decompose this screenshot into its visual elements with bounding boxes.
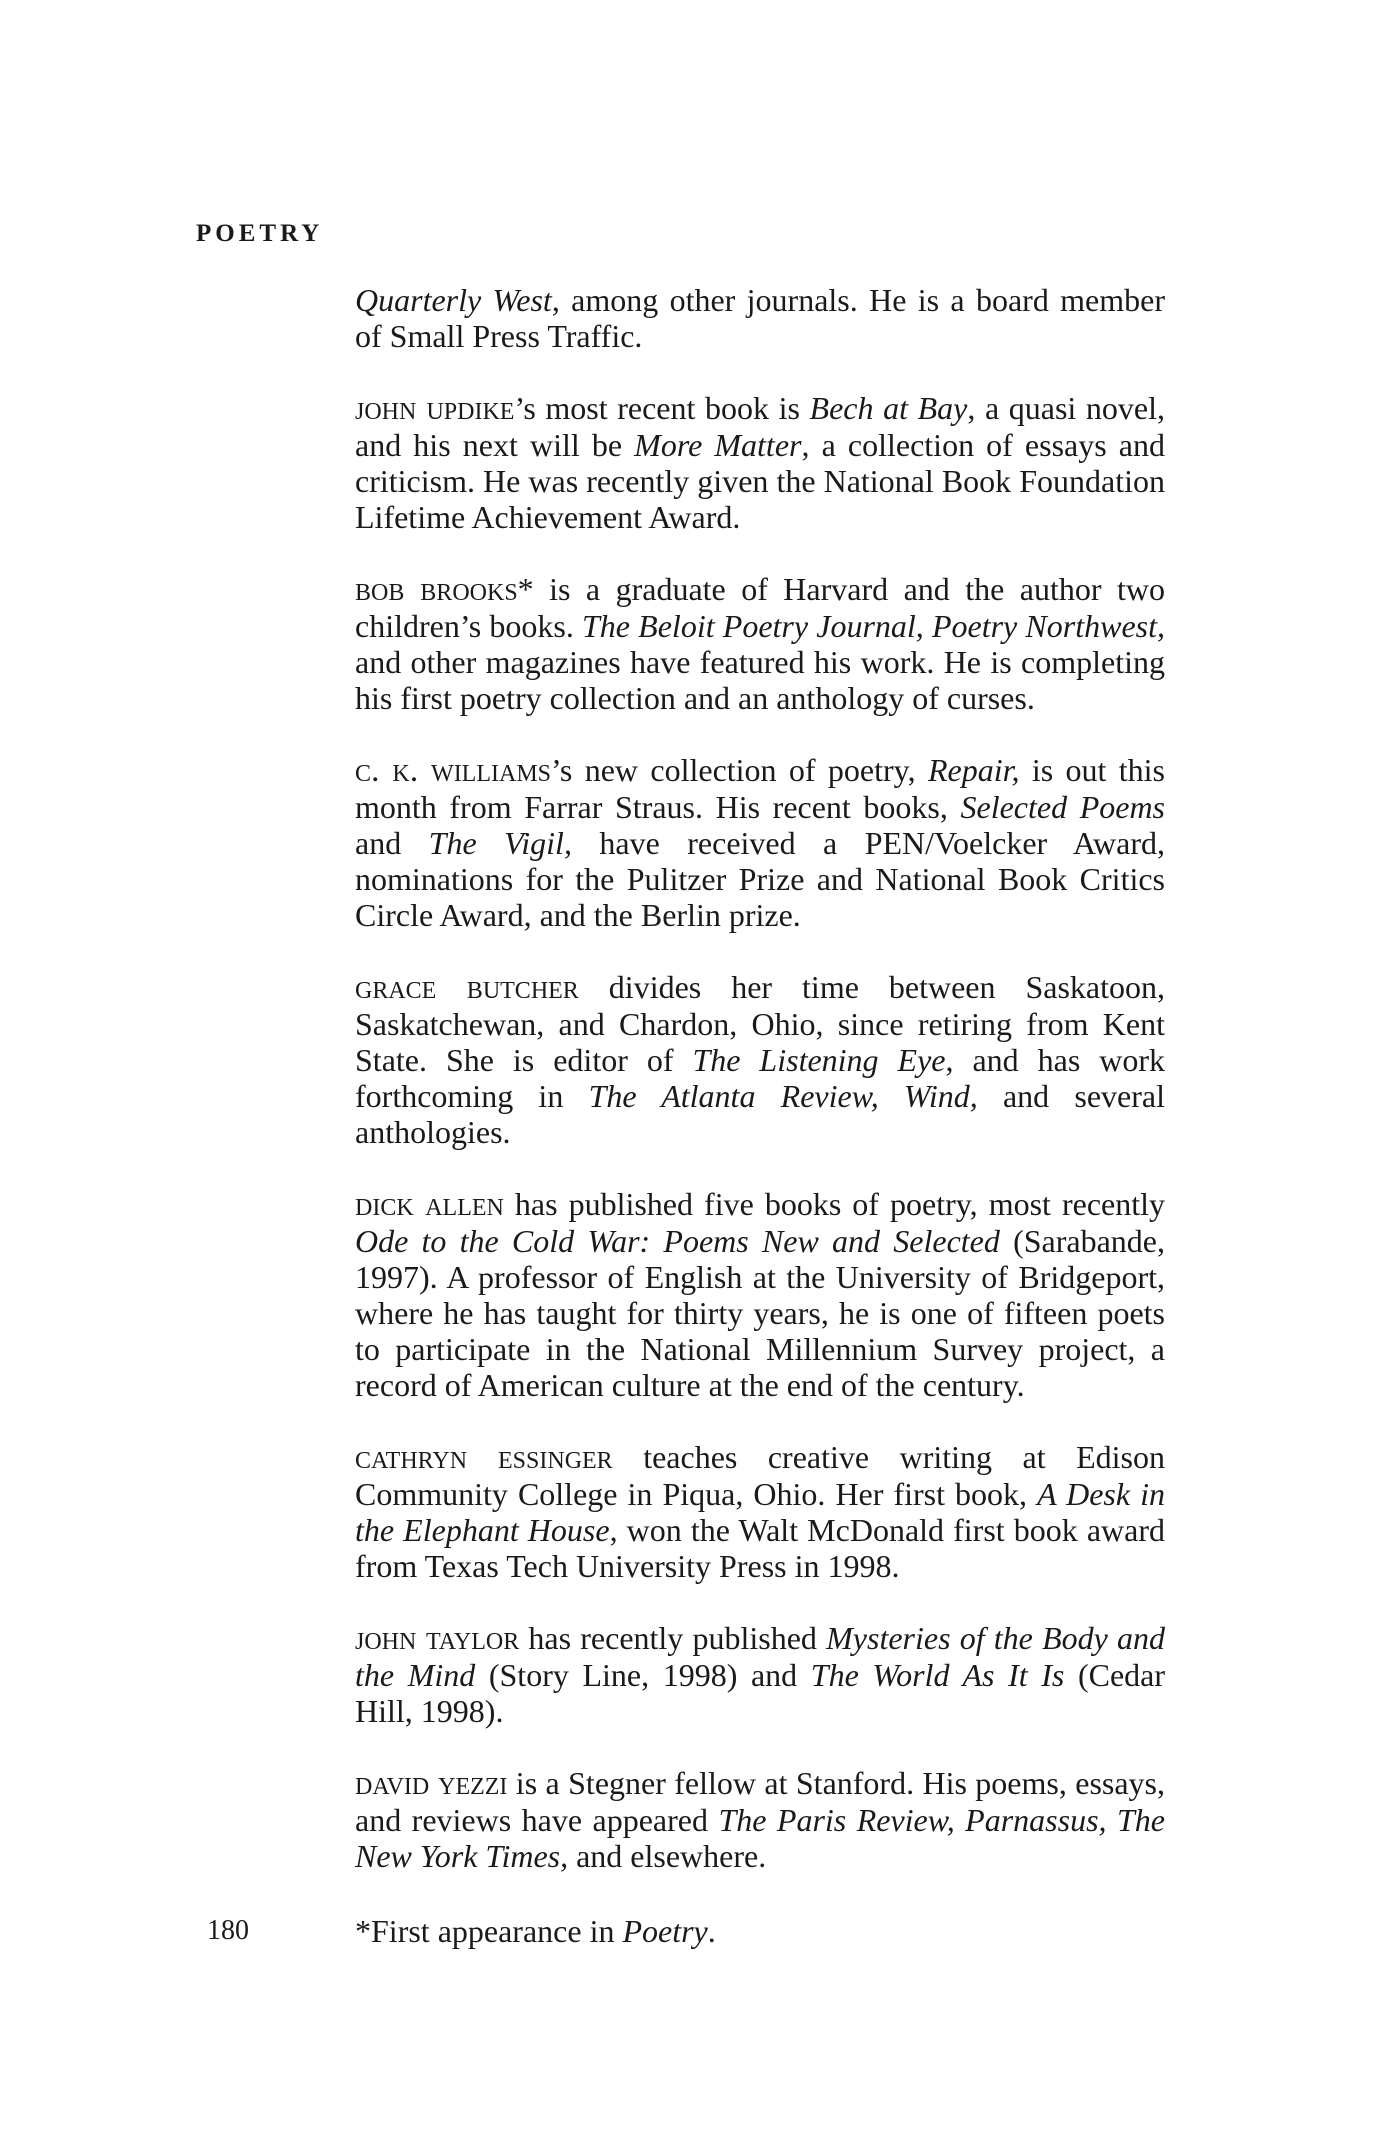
bio-text: is out this month from Farrar Straus. His recent books,	[355, 752, 1166, 825]
bio-paragraph	[355, 282, 1165, 354]
book-title: Selected Poems	[960, 789, 1165, 825]
bio-text: , won the Walt McDonald first book award from Texas Tech University Press in 1998.	[355, 1512, 1166, 1584]
bio-text: has published five books of poetry, most recently	[503, 1186, 1165, 1222]
journal-title: The Listening Eye	[692, 1042, 946, 1078]
journal-title: The Beloit Poetry Journal, Poetry Northwest,	[582, 608, 1166, 644]
author-name: dick allen	[355, 1186, 504, 1223]
footnote-text: .	[707, 1913, 716, 1949]
bio-text: * is a graduate of Harvard and the author two children’s books.	[355, 571, 1165, 644]
book-title: Bech at Bay	[809, 390, 968, 426]
author-name: cathryn essinger	[355, 1439, 613, 1476]
book-title: A Desk in the Elephant House	[355, 1476, 1166, 1548]
bio-text: , a quasi novel, and his next will be	[355, 390, 1166, 463]
author-name: david yezzi	[355, 1765, 508, 1802]
book-title: Repair,	[927, 752, 1020, 788]
bio-paragraph	[355, 571, 1165, 716]
page-number: 180	[207, 1915, 249, 1946]
bio-paragraph	[355, 752, 1165, 933]
bio-paragraph	[355, 1439, 1165, 1584]
bio-text: ’s new collection of poetry,	[551, 752, 928, 788]
bio-text: , and has work forthcoming in	[355, 1042, 1166, 1114]
contributors-notes	[355, 282, 1165, 1910]
bio-text: has recently published	[519, 1620, 827, 1656]
book-title: More Matter	[634, 427, 802, 463]
bio-text: divides her time between Saskatoon, Saskatchewan, and Chardon, Ohio, since retiring from Kent State. She is editor of	[355, 969, 1165, 1078]
book-title: Mysteries of the Body and the Mind	[355, 1620, 1166, 1693]
bio-text: ’s most recent book is	[514, 390, 810, 426]
footnote-text: *First appearance in	[355, 1913, 623, 1949]
bio-paragraph	[355, 1765, 1165, 1874]
bio-paragraph	[355, 1620, 1165, 1729]
journal-title: Quarterly West	[355, 282, 552, 318]
running-head: POETRY	[196, 220, 324, 247]
author-name: bob brooks	[355, 571, 518, 608]
bio-text: have received a PEN/Voelcker Award, nominations for the Pulitzer Prize and National Book Critics Circle Award, and the Berlin prize.	[355, 825, 1166, 933]
bio-text: , a collection of essays and criticism. He was recently given the National Book Foundation Lifetime Achievement Award.	[355, 427, 1166, 535]
bio-text: , among other journals. He is a board member of Small Press Traffic.	[355, 282, 1166, 354]
book-title: Ode to the Cold War: Poems New and Selected	[355, 1223, 1000, 1259]
bio-text: and elsewhere.	[568, 1838, 767, 1874]
author-name: john taylor	[355, 1620, 520, 1657]
journal-title: The Atlanta Review, Wind,	[588, 1078, 978, 1114]
bio-text: and	[355, 825, 429, 861]
journal-title: Poetry	[622, 1913, 708, 1949]
bio-text: teaches creative writing at Edison Community College in Piqua, Ohio. Her first book,	[355, 1439, 1166, 1512]
author-name: grace butcher	[355, 969, 579, 1006]
book-title: The World As It Is	[810, 1657, 1065, 1693]
author-name: john updike	[355, 390, 515, 427]
bio-paragraph	[355, 969, 1165, 1150]
book-title: The Vigil,	[428, 825, 572, 861]
bio-text: (Story Line, 1998) and	[475, 1657, 811, 1693]
journal-title: The Paris Review, Parnassus, The New York Times,	[355, 1802, 1165, 1874]
bio-text: and other magazines have featured his work. He is completing his first poetry collection and an anthology of curses.	[355, 644, 1165, 716]
author-name: c. k. williams	[355, 752, 552, 789]
bio-text: and several anthologies.	[355, 1078, 1166, 1150]
bio-text: (Cedar Hill, 1998).	[355, 1657, 1166, 1729]
footnote	[355, 1913, 716, 1949]
bio-text: is a Stegner fellow at Stanford. His poems, essays, and reviews have appeared	[355, 1765, 1166, 1838]
bio-text: (Sarabande, 1997). A professor of English at the University of Bridgeport, where he has taught for thirty years, he is one of fifteen poets to participate in the National Millennium Survey project, a record of American culture at the end of the century.	[355, 1223, 1166, 1403]
bio-paragraph	[355, 1186, 1165, 1403]
bio-paragraph	[355, 390, 1165, 535]
